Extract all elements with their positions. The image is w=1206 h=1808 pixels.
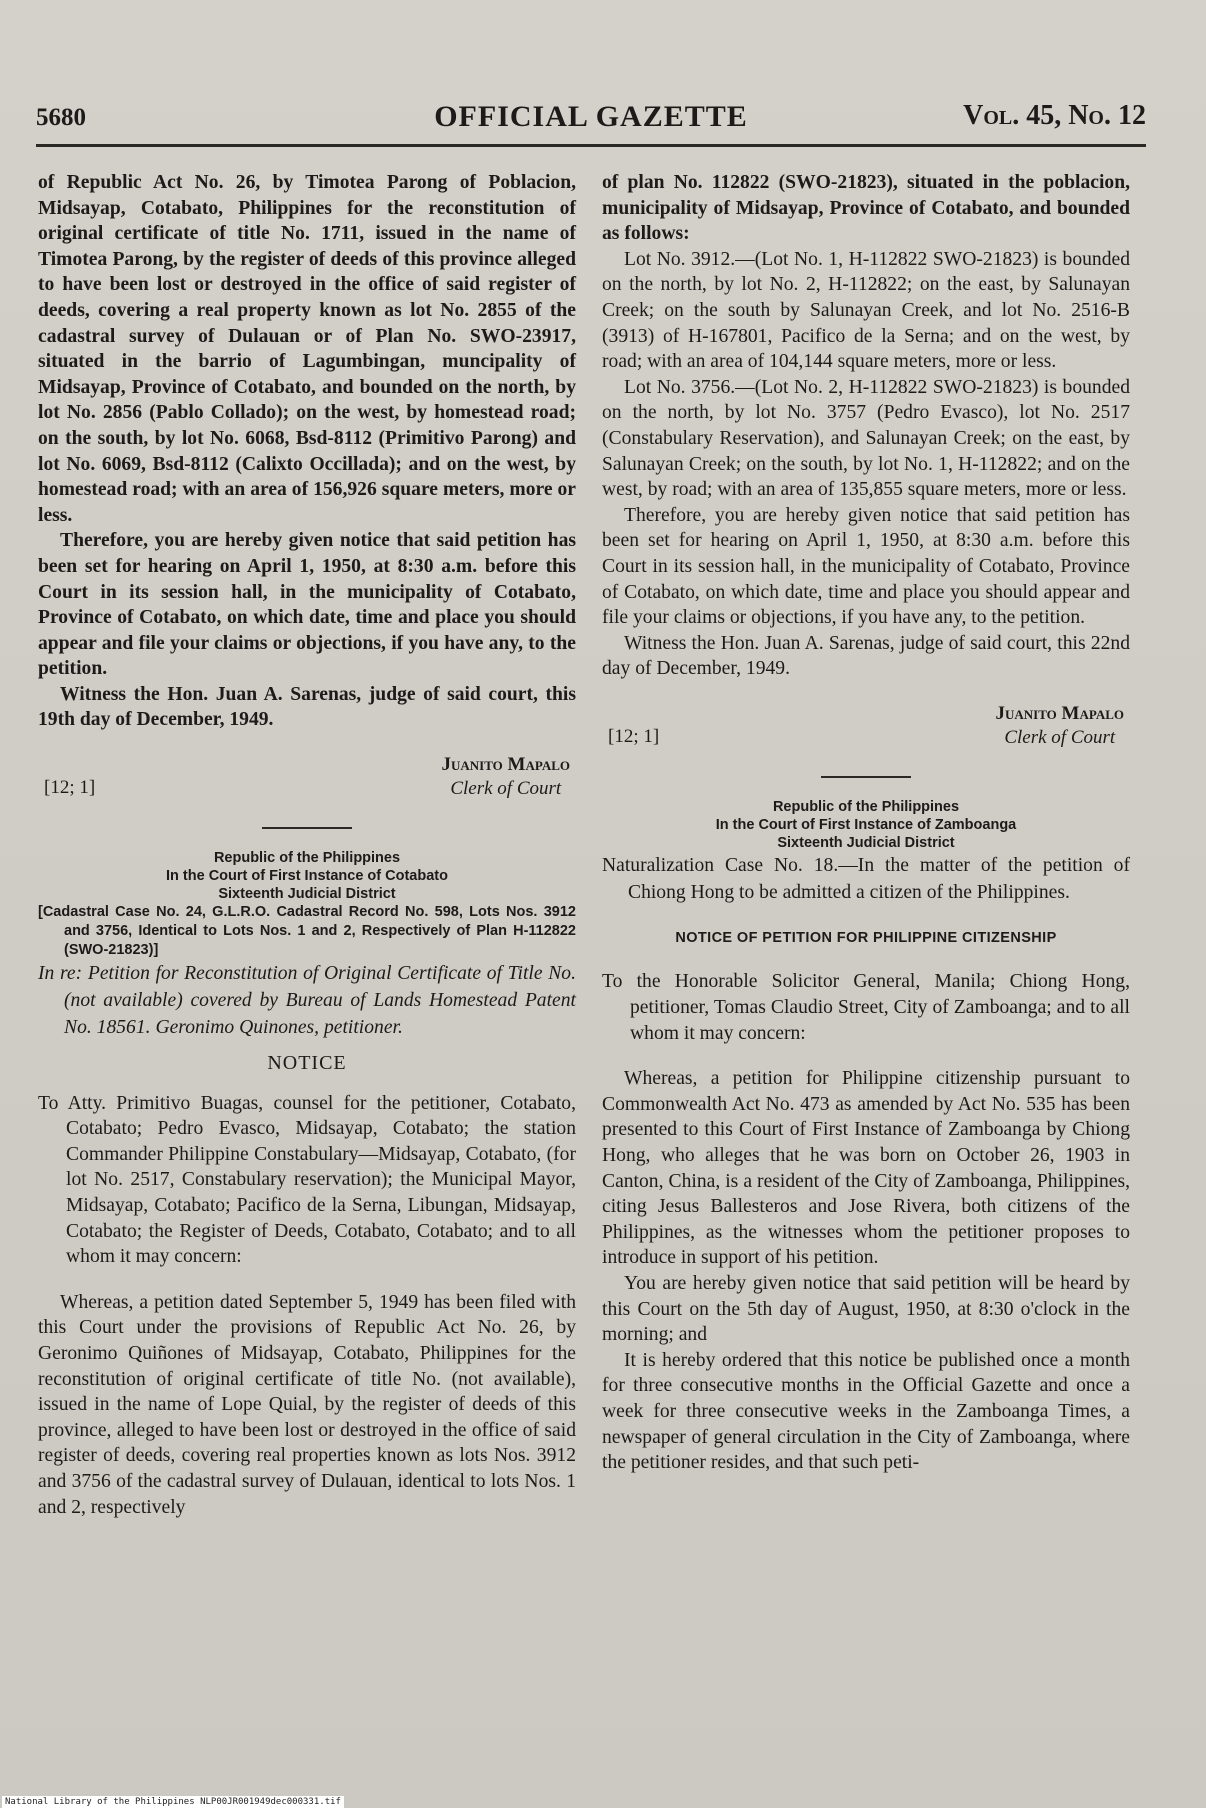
right-paragraph-1: of plan No. 112822 (SWO-21823), situated in the poblacion, municipality of Midsayap, Province of Cotabato, and bounded as follows:: [602, 172, 1130, 245]
whereas-paragraph: Whereas, a petition dated September 5, 1949 has been filed with this Court under the provisions of Republic Act No. 26, by Geronimo Quiñones of Midsayap, Cotabato, Philippines for the reconstitution of original certificate of title No. (not available), issued in the name of Lope Quial, by the register of deeds of this province, alleged to have been lost or destroyed in the office of said register of deeds, covering real properties known as lots Nos. 3912 and 3756 of the cadastral survey of Dulauan, identical to lots Nos. 1 and 2, respectively: [38, 1291, 576, 1518]
clerk-name: Juanito Mapalo: [441, 754, 570, 776]
section-divider: [262, 827, 352, 829]
right-signature-block: [602, 702, 1130, 750]
whereas-paragraph: Whereas, a petition for Philippine citizenship pursuant to Commonwealth Act No. 473 as amended by Act No. 535 has been presented to this Court of First Instance of Zamboanga by Chiong Hong, who alleges that he was born on October 26, 1903 in Canton, China, is a resident of the City of Zamboanga, Philippines, citing Jesus Ballesteros and Jose Rivera, both citizens of the Philippines, as the witnesses whom the petitioner proposes to introduce in support of his petition.: [602, 1068, 1130, 1269]
court-heading-line: Republic of the Philippines: [772, 798, 960, 815]
left-column: [38, 170, 576, 1520]
left-paragraph-2: Therefore, you are hereby given notice that said petition has been set for hearing on April 1, 1950, at 8:30 a.m. before this Court in its session hall, in the municipality of Cotabato, Province of Cotabato, on which date, time and place you should appear and file your claims or objections, if you have any, to the petition.: [38, 530, 576, 680]
gazette-title: OFFICIAL GAZETTE: [434, 100, 748, 133]
clerk-signature: [996, 702, 1125, 750]
lot-3912-paragraph: Lot No. 3912.—(Lot No. 1, H-112822 SWO-21823) is bounded on the north, by lot No. 2, H-112822; on the east, by Salunayan Creek; on the south by Salunayan Creek, and lot No. 2516-B (3913) of H-167801, Pacifico de la Serna; and on the west, by road; with an area of 104,144 square meters, more or less.: [602, 248, 1130, 373]
right-paragraph-3: Witness the Hon. Juan A. Sarenas, judge of said court, this 22nd day of December, 1949.: [602, 632, 1130, 680]
clerk-role: Clerk of Court: [450, 778, 562, 800]
in-re-caption: In re: Petition for Reconstitution of Original Certificate of Title No. (not available) covered by Bureau of Lands Homestead Patent No. 18561. Geronimo Quinones, petitioner.: [38, 963, 576, 1039]
clerk-role: Clerk of Court: [1004, 726, 1116, 748]
header-rule: [36, 144, 1146, 147]
left-signature-block: [38, 753, 576, 801]
page-header: [36, 96, 1146, 144]
left-paragraph-3: Witness the Hon. Juan A. Sarenas, judge of said court, this 19th day of December, 1949.: [38, 683, 576, 731]
lot-3756-paragraph: Lot No. 3756.—(Lot No. 2, H-112822 SWO-21823) is bounded on the north, by lot No. 3757 (Pedro Evasco), lot No. 2517 (Constabulary Reservation), and Salunayan Creek; on the east, by Salunayan Creek; on the south, by lot No. 1, H-112822; and on the west, by road; with an area of 135,855 square meters, more or less.: [602, 376, 1130, 501]
clerk-signature: [442, 753, 571, 801]
court-heading: [602, 798, 1130, 852]
court-heading-line: In the Court of First Instance of Zamboanga: [715, 816, 1017, 833]
right-paragraph-2: Therefore, you are hereby given notice that said petition has been set for hearing on April 1, 1950, at 8:30 a.m. before this Court in its session hall, in the municipality of Cotabato, Province of Cotabato, on which date, time and place you should appear and file your claims or objections, if you have any, to the petition.: [602, 504, 1130, 629]
right-column: [602, 170, 1130, 1476]
court-heading-line: Sixteenth Judicial District: [218, 886, 396, 903]
court-heading-line: In the Court of First Instance of Cotabato: [166, 868, 448, 885]
court-heading: [38, 849, 576, 903]
naturalization-caption: Naturalization Case No. 18.—In the matter of the petition of Chiong Hong to be admitted a citizen of the Philippines.: [602, 854, 1130, 903]
addressee-paragraph: To the Honorable Solicitor General, Manila; Chiong Hong, petitioner, Tomas Claudio Street, City of Zamboanga; and to all whom it may concern:: [602, 971, 1130, 1044]
notice-title: NOTICE: [267, 1052, 347, 1075]
addressee-paragraph: To Atty. Primitivo Buagas, counsel for the petitioner, Cotabato, Cotabato; Pedro Evasco, Midsayap, Cotabato; the station Commander Philippine Constabulary—Midsayap, Cotabato, (for lot No. 2517, Constabulary reservation); the Municipal Mayor, Midsayap, Cotabato; Pacifico de la Serna, Libungan, Midsayap, Cotabato; the Register of Deeds, Cotabato, Cotabato; and to all whom it may concern:: [38, 1092, 576, 1268]
section-divider: [821, 776, 911, 778]
case-caption: [Cadastral Case No. 24, G.L.R.O. Cadastral Record No. 598, Lots Nos. 3912 and 3756, Identical to Lots Nos. 1 and 2, Respectively of Plan H-112822 (SWO-21823)]: [38, 904, 576, 959]
court-heading-line: Sixteenth Judicial District: [777, 834, 955, 851]
clerk-name: Juanito Mapalo: [995, 702, 1124, 724]
issue-reference: [12; 1]: [608, 726, 660, 748]
volume-label: Vol. 45, No. 12: [963, 100, 1146, 131]
court-heading-line: Republic of the Philippines: [213, 850, 401, 867]
page-number: 5680: [36, 104, 86, 131]
publication-order-paragraph: It is hereby ordered that this notice be published once a month for three consecutive months in the Official Gazette and once a week for three consecutive weeks in the Zamboanga Times, a newspaper of general circulation in the City of Zamboanga, where the petitioner resides, and that such peti-: [602, 1349, 1130, 1474]
hearing-paragraph: You are hereby given notice that said petition will be heard by this Court on the 5th day of August, 1950, at 8:30 o'clock in the morning; and: [602, 1273, 1130, 1346]
scan-footer: National Library of the Philippines NLP00JR001949dec000331.tif: [2, 1796, 344, 1808]
left-paragraph-1: of Republic Act No. 26, by Timotea Parong of Poblacion, Midsayap, Cotabato, Philippines for the reconstitution of original certificate of title No. 1711, issued in the name of Timotea Parong, by the register of deeds of this province alleged to have been lost or destroyed in the office of said register of deeds, covering a real property known as lot No. 2855 of the cadastral survey of Dulauan or of Plan No. SWO-23917, situated in the barrio of Lagumbingan, muncipality of Midsayap, Province of Cotabato, and bounded on the north, by lot No. 2856 (Pablo Collado); on the west, by homestead road; on the south, by lot No. 6068, Bsd-8112 (Primitivo Parong) and lot No. 6069, Bsd-8112 (Calixto Occillada); and on the west, by homestead road; with an area of 156,926 square meters, more or less.: [38, 172, 576, 526]
issue-reference: [12; 1]: [44, 777, 96, 799]
notice-heading: NOTICE OF PETITION FOR PHILIPPINE CITIZENSHIP: [675, 929, 1057, 946]
